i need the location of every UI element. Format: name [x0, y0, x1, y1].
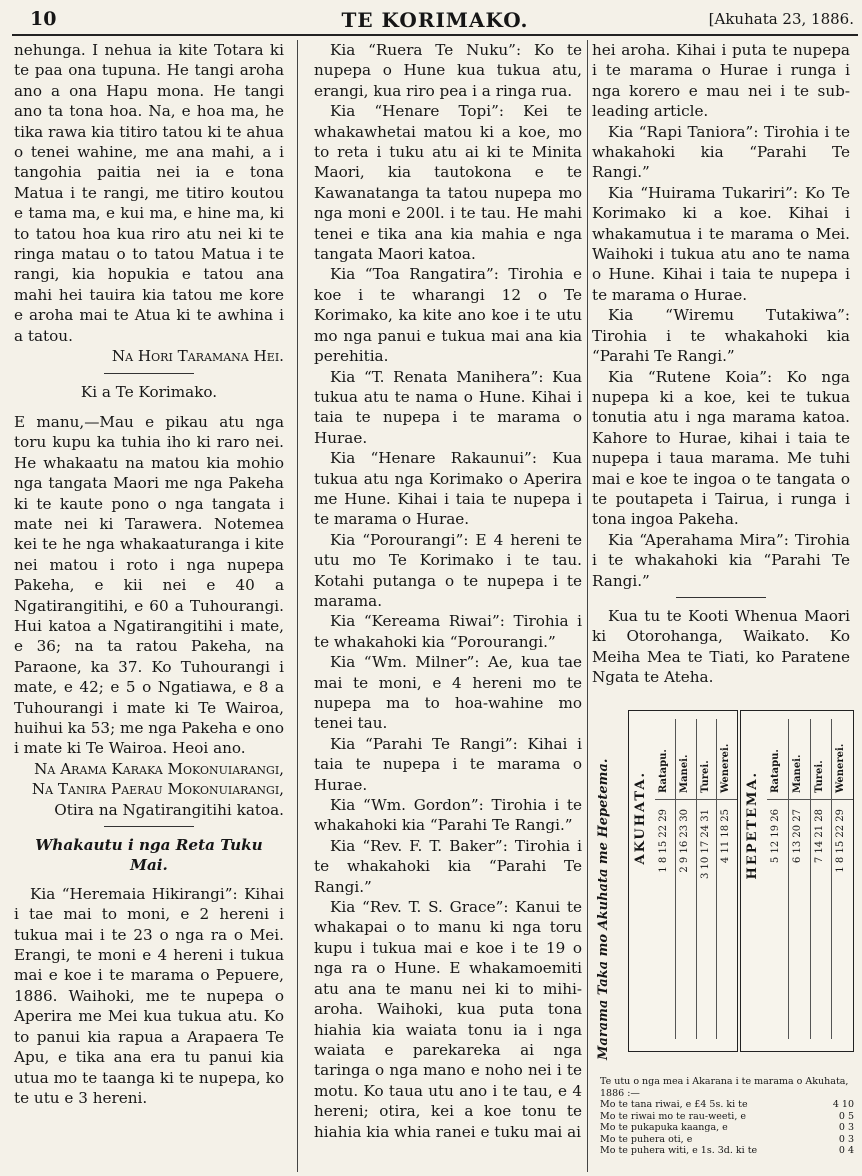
reply-item: Kia “T. Renata Manihera”: Kua tukua atu te nama o Hune. Kihai i taia te nupepa i te marama o Hurae. [314, 367, 582, 447]
separator [104, 373, 194, 374]
article-text: nehunga. I nehua ia kite Totara ki te paa ona tupuna. He tangi aroha ano a ona Hapu mona. He tangi ano ta tona hoa. Na, e hoa ma, he tika rawa kia titiro tatou ki te ahua o tenei wahine, me ana mahi, a i tangohia paitia nei ia e tona Matua i te rangi, me titiro koutou e tama ma, e kui ma, e hine ma, ki to tatou hoa kua riro atu nei ki te ringa matau o to tatou Matua i te rangi, kia hopukia e tatou ana mahi hei tauira kia tatou me kore e aroha mai te Atua ki te awhina i a tatou. [14, 41, 284, 345]
masthead-title: TE KORIMAKO. [341, 8, 529, 32]
price-value: 0 3 [838, 1133, 854, 1145]
weekday-label: Manei. [791, 754, 803, 793]
column-3 [592, 40, 850, 687]
price-value: 0 5 [838, 1110, 854, 1122]
letter-heading: Ki a Te Korimako. [80, 382, 218, 401]
reply-item: Kia “Wm. Gordon”: Tirohia i te whakahoki kia “Parahi Te Rangi.” [314, 796, 582, 835]
weekday-label: Ratapu. [770, 749, 781, 793]
column-1 [14, 40, 284, 1172]
price-label: Mo te puhera oti, e [600, 1133, 693, 1145]
reply-item: Kia “Porourangi”: E 4 hereni te utu mo Te Korimako i te tau. Kotahi putanga o te nupepa i te marama. [314, 530, 582, 610]
calendar-month-september [740, 710, 854, 1052]
weekday-dates: 3 10 17 24 31 [699, 809, 711, 879]
page-header [12, 4, 858, 30]
column-divider [297, 40, 298, 1172]
price-value: 4 10 [832, 1099, 854, 1110]
reply-item: Kia “Rev. F. T. Baker”: Tirohia i te whakahoki kia “Parahi Te Rangi.” [314, 836, 582, 896]
reply-item: Kia “Rutene Koia”: Ko nga nupepa ki a koe, kei te tukua tonutia atu i nga marama katoa. Kahore to Hurae, kihai i taia te nupepa i taua marama. Me tuhi mai e koe te ingoa o te tangata o te poutapeta i Tairua, i runga i tona ingoa Pakeha. [592, 367, 850, 529]
column-2 [314, 40, 582, 1172]
price-row [600, 1145, 854, 1157]
weekday-dates: 4 11 18 25 [720, 809, 732, 864]
reply-item: Kia “Ruera Te Nuku”: Ko te nupepa o Hune kua tukua atu, erangi, kua riro pea i a ringa rua. [314, 41, 582, 100]
price-row [600, 1122, 854, 1134]
reply-item: Kia “Toa Rangatira”: Tirohia e koe i te wharangi 12 o Te Korimako, ka kite ano koe i te utu mo nga panui e tukua mai ana kia perehitia. [314, 265, 582, 366]
price-label: Mo te pukapuka kaanga, e [600, 1122, 728, 1133]
signature: Na Hori Taramana Hei. [111, 347, 284, 366]
reply-item: Kia “Kereama Riwai”: Tirohia i te whakahoki kia “Porourangi.” [314, 612, 582, 651]
section-heading: Whakautu i nga Reta Tuku Mai. [35, 836, 263, 875]
market-prices [600, 1076, 854, 1157]
price-row [600, 1099, 854, 1111]
reply-item: Kia “Henare Rakaunui”: Kua tukua atu nga Korimako o Aperira me Hune. Kihai i taia te nupepa i te marama o Hurae. [314, 449, 582, 529]
reply-item: hei aroha. Kihai i puta te nupepa i te marama o Hurae i runga i nga korero e mau nei i te sub-leading article. [592, 41, 850, 121]
reply-item: Kia “Wm. Milner”: Ae, kua tae mai te moni, e 4 hereni mo te nupepa ma to hoa-wahine mo tenei tau. [314, 653, 582, 733]
weekday-dates: 1 8 15 22 29 [658, 809, 669, 873]
weekday-dates: 6 13 20 27 [791, 809, 803, 864]
weekday-label: Turei. [699, 760, 711, 793]
page-number: 10 [30, 8, 57, 30]
price-label: Mo te riwai mo te rau-weeti, e [600, 1110, 746, 1122]
calendar-title: Marama Taka mo Akuhata me Hepetema. [596, 758, 611, 1060]
weekday-dates: 5 12 19 26 [770, 809, 781, 864]
weekday-label: Ratapu. [658, 749, 669, 793]
reply-item: Kia “Wiremu Tutakiwa”: Tirohia i te whakahoki kia “Parahi Te Rangi.” [592, 306, 850, 366]
weekday-label: Wenerei. [835, 743, 847, 793]
separator [676, 597, 766, 598]
signature: Otira na Ngatirangitihi katoa. [54, 800, 284, 819]
column-divider [587, 40, 588, 1172]
price-row [600, 1111, 854, 1123]
reply-item: Kia “Aperahama Mira”: Tirohia i te whakahoki kia “Parahi Te Rangi.” [592, 530, 850, 590]
calendar-month-august [628, 710, 738, 1052]
weekday-label: Manei. [678, 754, 690, 793]
weekday-dates: 7 14 21 28 [813, 809, 825, 864]
market-prices-title: Te utu o nga mea i Akarana i te marama o Akuhata, 1886 :— [600, 1076, 849, 1099]
price-value: 0 4 [838, 1145, 854, 1156]
month-name: AKUHATA. [633, 771, 648, 865]
weekday-label: Wenerei. [720, 743, 732, 793]
reply-item: Kia “Rev. T. S. Grace”: Kanui te whakapai o to manu ki nga toru kupu i tukua mai e koe i te 19 o nga ra o Hune. E whakamoemiti atu ana te manu nei ki to mihi-aroha. Waihoki, kua puta tona hiahia kia waiata tonu ia i nga waiata e parekareka ai nga taringa o nga mano e noho nei i te motu. Ko taua utu ano i te tau, e 4 hereni; otira, kei a koe tonu te hiahia kia whia ranei e tuku mai ai [314, 898, 582, 1141]
header-rule [12, 34, 858, 36]
reply-item: Kia “Henare Topi”: Kei te whakawhetai matou ki a koe, mo to reta i tuku atu ai ki te Minita Maori, kia tautokona e te Kawanatanga ta tatou nupepa mo nga moni e 200l. i te tau. He mahi tenei e tika ana kia mahia e nga tangata Maori katoa. [314, 102, 582, 264]
month-name: HEPETEMA. [745, 771, 760, 880]
price-label: Mo te tana riwai, e £4 5s. ki te [600, 1099, 748, 1110]
issue-date: [Akuhata 23, 1886. [708, 10, 854, 28]
weekday-dates: 2 9 16 23 30 [678, 809, 690, 873]
reply-item: Kia “Rapi Taniora”: Tirohia i te whakahoki kia “Parahi Te Rangi.” [592, 122, 850, 182]
letter-text: E manu,—Mau e pikau atu nga toru kupu ka tuhia iho ki raro nei. He whakaatu na matou kia mohio nga tangata Maori me nga Pakeha ki te kaute pono o nga tangata i mate nei ki Tarawera. Notemea kei te he nga whakaaturanga i kite nei matou i roto i nga nupepa Pakeha, e kii nei e 40 a Ngatirangitihi, e 60 a Tuhourangi. Hui katoa a Ngatirangitihi i mate, e 36; na ta ratou Pakeha, na Paraone, ka 37. Ko Tuhourangi i mate, e 42; e 5 o Ngatiawa, e 8 a Tuhourangi i mate ki Te Wairoa, huihui ka 53; me nga Pakeha e ono i mate ki Te Wairoa. Heoi ano. [14, 412, 284, 758]
weekday-dates: 1 8 15 22 29 [835, 809, 847, 873]
court-notice: Kua tu te Kooti Whenua Maori ki Otorohanga, Waikato. Ko Meiha Mea te Tiati, ko Paratene Ngata te Ateha. [592, 606, 850, 687]
reply-item: Kia “Heremaia Hikirangi”: Kihai i tae mai to moni, e 2 hereni i tukua mai i te 23 o nga ra o Mei. Erangi, te moni e 4 hereni i tukua mai e koe i te marama o Pepuere, 1886. Waihoki, me te nupepa o Aperira me Mei kua tukua atu. Ko to panui kia rapua a Arapaera Te Apu, e tika ana era tu panui kia utua mo te taanga ki te nupepa, ko te utu e 3 hereni. [14, 884, 284, 1107]
calendar [594, 680, 856, 1068]
price-label: Mo te puhera witi, e 1s. 3d. ki te [600, 1145, 758, 1156]
price-row [600, 1134, 854, 1146]
signature: Na Tanira Paerau Mokonuiarangi, [31, 780, 284, 799]
weekday-label: Turei. [813, 760, 825, 793]
signature: Na Arama Karaka Mokonuiarangi, [34, 759, 284, 778]
price-value: 0 3 [838, 1122, 854, 1133]
reply-item: Kia “Parahi Te Rangi”: Kihai i taia te nupepa i te marama o Hurae. [314, 734, 582, 794]
reply-item: Kia “Huirama Tukariri”: Ko Te Korimako ki a koe. Kihai i whakamutua i te marama o Mei. Waihoki i tukua atu ano te nama o Hune. Kihai i taia te nupepa i te marama o Hurae. [592, 183, 850, 304]
separator [104, 826, 194, 827]
